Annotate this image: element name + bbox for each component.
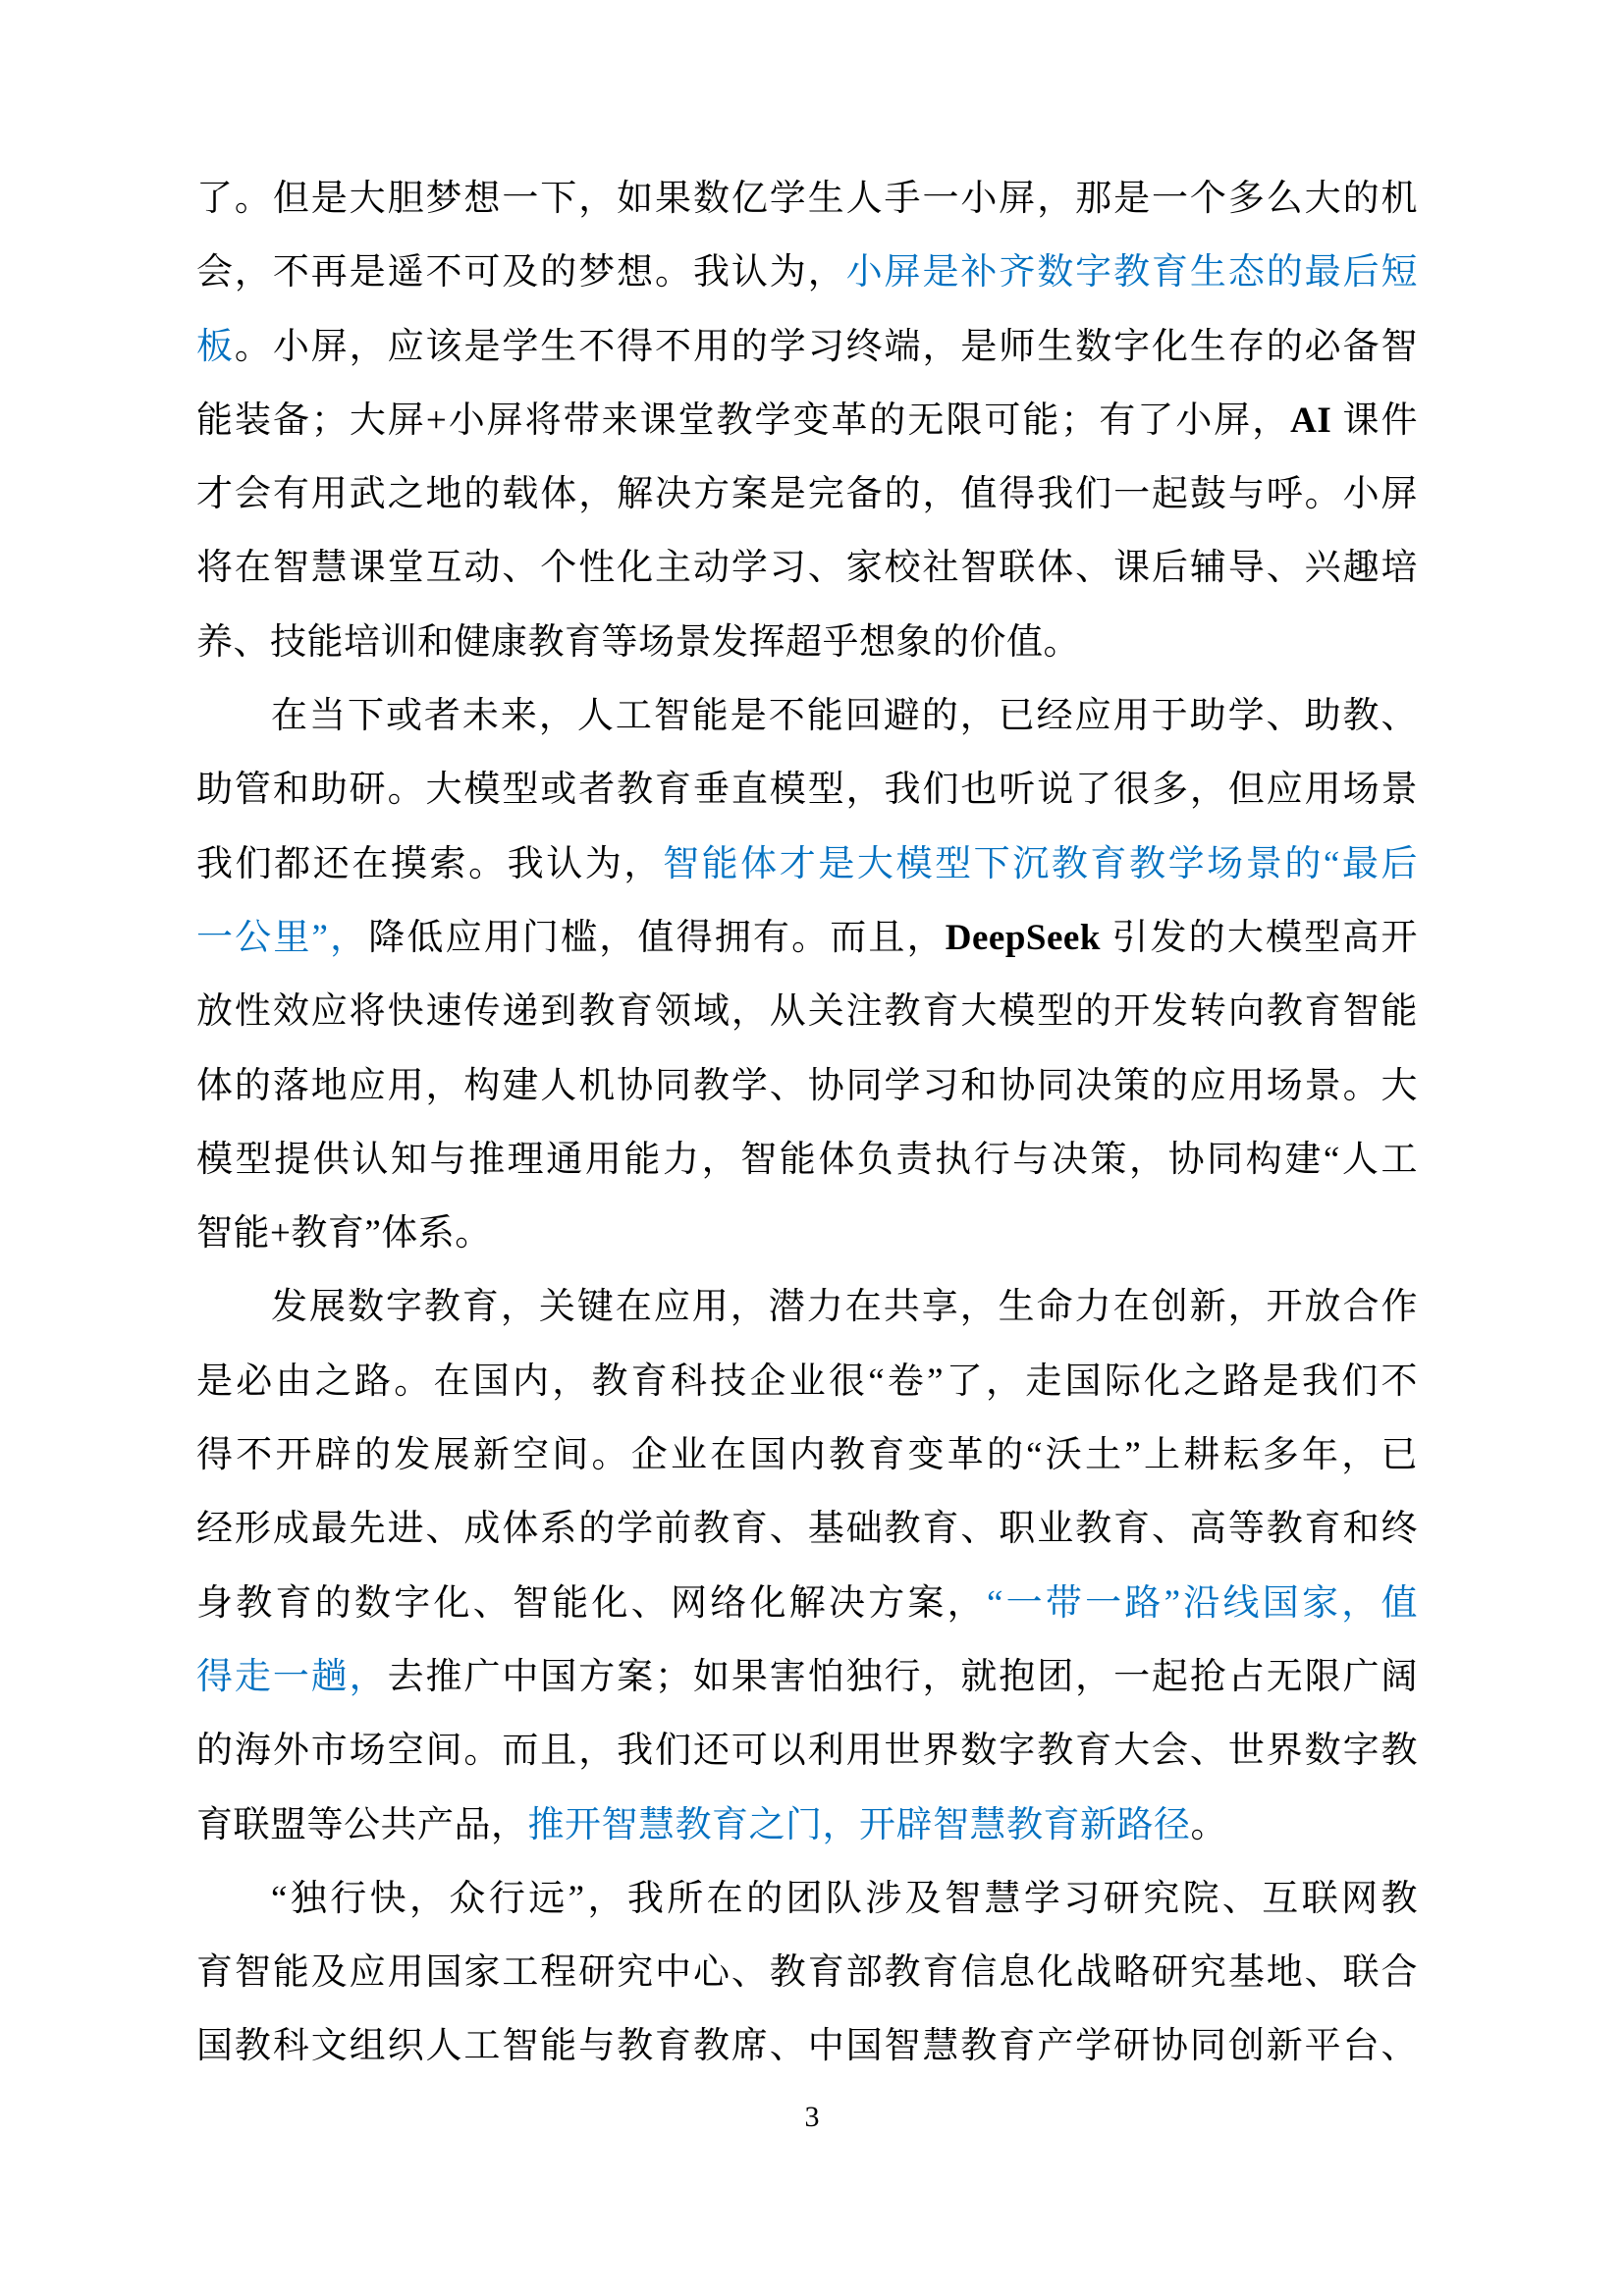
text-segment: 是必由之路。在国内，教育科技企业很“卷”了，走国际化之路是我们不 (196, 1361, 1418, 1402)
text-line (196, 753, 1418, 827)
text-segment: 在当下或者未来，人工智能是不能回避的，已经应用于助学、助教、 (271, 696, 1418, 737)
text-segment: 降低应用门槛，值得拥有。而且， (368, 917, 946, 958)
text-line (196, 1640, 1418, 1714)
text-line (196, 2009, 1418, 2083)
text-segment: 了。但是大胆梦想一下，如果数亿学生人手一小屏，那是一个多么大的机 (196, 179, 1418, 219)
text-line (196, 975, 1418, 1048)
text-line (196, 457, 1418, 531)
text-segment: 育联盟等公共产品， (196, 1804, 528, 1845)
text-segment: 国教科文组织人工智能与教育教席、中国智慧教育产学研协同创新平台、 (196, 2026, 1418, 2067)
text-segment: 智能+教育”体系。 (196, 1213, 492, 1255)
text-segment: 去推广中国方案；如果害怕独行，就抱团，一起抢占无限广阔 (387, 1656, 1418, 1697)
text-segment: 会，不再是遥不可及的梦想。我认为， (196, 252, 846, 294)
text-segment: “独行快，众行远”，我所在的团队涉及智慧学习研究院、互联网教 (271, 1878, 1418, 1919)
text-line (196, 1862, 1418, 1936)
highlighted-text: “一带一路”沿线国家，值 (986, 1582, 1418, 1624)
page-number: 3 (804, 2101, 820, 2133)
text-segment: 。小屏，应该是学生不得不用的学习终端，是师生数字化生存的必备智 (234, 326, 1418, 367)
text-line (196, 1197, 1418, 1270)
text-line (196, 1270, 1418, 1344)
text-segment: 养、技能培训和健康教育等场景发挥超乎想象的价值。 (196, 621, 1080, 663)
text-line (196, 679, 1418, 753)
text-line (196, 531, 1418, 605)
text-line (196, 1418, 1418, 1492)
document-body (196, 162, 1418, 2084)
text-segment: 。 (1190, 1804, 1227, 1845)
text-segment: DeepSeek (945, 917, 1101, 958)
text-line (196, 1567, 1418, 1640)
text-segment: 育智能及应用国家工程研究中心、教育部教育信息化战略研究基地、联合 (196, 1952, 1418, 1994)
text-line (196, 1936, 1418, 2009)
text-segment: 得不开辟的发展新空间。企业在国内教育变革的“沃土”上耕耘多年，已 (196, 1435, 1418, 1476)
text-segment: 将在智慧课堂互动、个性化主动学习、家校社智联体、课后辅导、兴趣培 (196, 548, 1418, 589)
highlighted-text: 一公里”， (196, 917, 369, 958)
text-line (196, 1789, 1418, 1862)
text-line (196, 828, 1418, 901)
highlighted-text: 板 (196, 326, 235, 367)
text-line (196, 236, 1418, 309)
highlighted-text: 智能体才是大模型下沉教育教学场景的“最后 (663, 843, 1418, 884)
text-line (196, 1345, 1418, 1418)
text-segment: 体的落地应用，构建人机协同教学、协同学习和协同决策的应用场景。大 (196, 1065, 1418, 1106)
text-segment: 经形成最先进、成体系的学前教育、基础教育、职业教育、高等教育和终 (196, 1509, 1418, 1550)
text-segment: 课件 (1331, 400, 1418, 441)
text-segment: AI (1290, 400, 1332, 441)
text-segment: 模型提供认知与推理通用能力，智能体负责执行与决策，协同构建“人工 (196, 1139, 1418, 1180)
text-line (196, 384, 1418, 457)
text-segment: 我们都还在摸索。我认为， (196, 843, 663, 884)
text-segment: 身教育的数字化、智能化、网络化解决方案， (196, 1582, 987, 1624)
text-segment: 才会有用武之地的载体，解决方案是完备的，值得我们一起鼓与呼。小屏 (196, 474, 1418, 515)
text-line (196, 1049, 1418, 1123)
text-segment: 引发的大模型高开 (1100, 917, 1418, 958)
text-segment: 能装备；大屏+小屏将带来课堂教学变革的无限可能；有了小屏， (196, 400, 1291, 441)
highlighted-text: 得走一趟， (196, 1656, 388, 1697)
text-line (196, 1714, 1418, 1788)
text-line (196, 901, 1418, 975)
text-line (196, 1123, 1418, 1197)
text-segment: 的海外市场空间。而且，我们还可以利用世界数字教育大会、世界数字教 (196, 1731, 1418, 1772)
highlighted-text: 推开智慧教育之门，开辟智慧教育新路径 (527, 1804, 1191, 1845)
text-line (196, 1492, 1418, 1566)
text-segment: 放性效应将快速传递到教育领域，从关注教育大模型的开发转向教育智能 (196, 991, 1418, 1033)
text-line (196, 606, 1418, 679)
highlighted-text: 小屏是补齐数字教育生态的最后短 (845, 252, 1418, 294)
text-segment: 发展数字教育，关键在应用，潜力在共享，生命力在创新，开放合作 (271, 1287, 1418, 1328)
text-segment: 助管和助研。大模型或者教育垂直模型，我们也听说了很多，但应用场景 (196, 770, 1418, 811)
text-line (196, 310, 1418, 384)
text-line (196, 162, 1418, 236)
